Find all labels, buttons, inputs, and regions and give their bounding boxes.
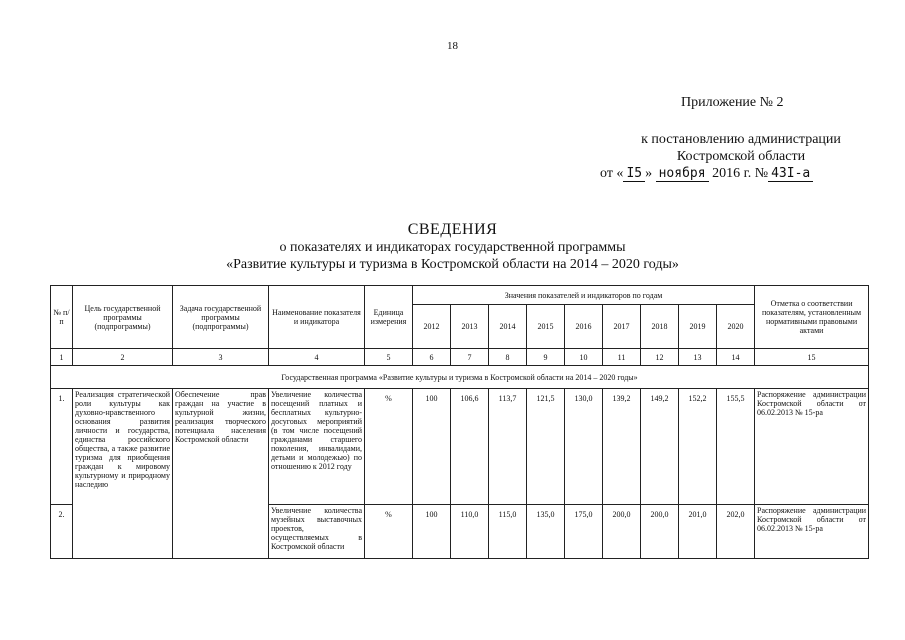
header-year: 2018 [641,305,679,349]
column-number: 1 [51,349,73,366]
program-title-row [51,366,869,389]
row-value: 149,2 [641,389,679,505]
date-prefix: от « [600,166,624,181]
row-task: Обеспечение прав граждан на участие в культурной жизни, реализация творческого потенциала населения Костромской области [173,389,269,559]
column-number: 6 [413,349,451,366]
row-value: 130,0 [565,389,603,505]
row-compliance: Распоряжение администрации Костромской области от 06.02.2013 № 15-ра [755,505,869,559]
row-value: 100 [413,389,451,505]
date-month: ноября [656,166,709,182]
column-number: 15 [755,349,869,366]
row-value: 202,0 [717,505,755,559]
header-unit: Единица измерения [365,286,413,349]
row-value: 115,0 [489,505,527,559]
row-value: 135,0 [527,505,565,559]
resolution-line-2: Костромской области [676,149,806,164]
row-number: 1. [51,389,73,505]
row-unit: % [365,389,413,505]
date-line [600,166,813,182]
resolution-line-1: к постановлению администрации [641,132,841,147]
column-number: 13 [679,349,717,366]
resolution-reference [596,131,886,165]
row-unit: % [365,505,413,559]
row-value: 152,2 [679,389,717,505]
row-compliance: Распоряжение администрации Костромской области от 06.02.2013 № 15-ра [755,389,869,505]
header-year: 2014 [489,305,527,349]
column-number: 10 [565,349,603,366]
column-number: 7 [451,349,489,366]
column-number: 14 [717,349,755,366]
date-day: I5 [623,166,645,182]
column-number: 11 [603,349,641,366]
row-value: 121,5 [527,389,565,505]
header-year: 2019 [679,305,717,349]
row-value: 139,2 [603,389,641,505]
column-number: 8 [489,349,527,366]
header-year: 2013 [451,305,489,349]
row-goal: Реализация стратегической роли культуры как духовно-нравственного основания развития личности и государства, единства российского общества, а также развитие туризма для приобщения граждан к мировому культурному и природному наследию [73,389,173,559]
table-row [51,389,869,505]
indicators-table [50,285,869,559]
header-row-1 [51,286,869,305]
row-value: 100 [413,505,451,559]
program-title: Государственная программа «Развитие культуры и туризма в Костромской области на 2014 – 2020 годы» [51,366,869,389]
header-values-group: Значения показателей и индикаторов по годам [413,286,755,305]
row-value: 201,0 [679,505,717,559]
row-value: 175,0 [565,505,603,559]
row-value: 155,5 [717,389,755,505]
date-mid: » [645,166,653,181]
header-compliance: Отметка о соответствии показателям, установленным нормативными правовыми актами [755,286,869,349]
row-value: 200,0 [641,505,679,559]
column-number: 5 [365,349,413,366]
header-indicator: Наименование показателя и индикатора [269,286,365,349]
row-number: 2. [51,505,73,559]
row-value: 110,0 [451,505,489,559]
document-title [0,220,905,273]
column-number: 4 [269,349,365,366]
row-value: 106,6 [451,389,489,505]
row-value: 113,7 [489,389,527,505]
header-task: Задача государственной программы (подпрограммы) [173,286,269,349]
page-number: 18 [447,40,458,52]
row-value: 200,0 [603,505,641,559]
header-year: 2015 [527,305,565,349]
header-num: № п/п [51,286,73,349]
column-number: 9 [527,349,565,366]
title-main: СВЕДЕНИЯ [407,221,498,238]
date-year: 2016 г. № [712,166,769,181]
resolution-number: 43I-а [768,166,813,182]
header-year: 2016 [565,305,603,349]
header-goal: Цель государственной программы (подпрограммы) [73,286,173,349]
title-line-2: о показателях и индикаторах государственной программы [279,240,626,255]
title-line-3: «Развитие культуры и туризма в Костромской области на 2014 – 2020 годы» [226,257,679,272]
column-numbers-row [51,349,869,366]
column-number: 3 [173,349,269,366]
header-year: 2017 [603,305,641,349]
column-number: 12 [641,349,679,366]
column-number: 2 [73,349,173,366]
header-year: 2020 [717,305,755,349]
row-indicator: Увеличение количества музейных выставочных проектов, осуществляемых в Костромской области [269,505,365,559]
row-indicator: Увеличение количества посещений платных и бесплатных культурно-досуговых мероприятий (в том числе посещений гражданами старшего поколения, инвалидами, детьми и молодежью) по отношению к 2012 году [269,389,365,505]
header-year: 2012 [413,305,451,349]
appendix-label: Приложение № 2 [681,95,784,110]
